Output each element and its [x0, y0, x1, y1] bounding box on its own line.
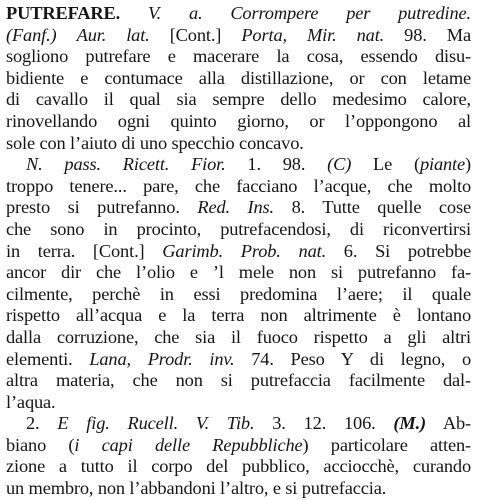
text-segment: ) — [465, 154, 472, 175]
text-segment — [202, 3, 230, 23]
text-segment: ) particolare atten- — [302, 434, 471, 455]
text-line — [0, 435, 477, 457]
text-segment: dalla corruzione, che sia il fuoco rispetto a gli altri — [6, 326, 471, 347]
text-segment: biano ( — [6, 434, 75, 455]
text-line — [0, 478, 477, 500]
text-line — [0, 219, 477, 241]
text-line — [0, 241, 477, 263]
text-segment: [Cont.] — [149, 24, 242, 45]
text-line — [0, 3, 477, 25]
text-segment: sole con l’aiuto di uno specchio concavo. — [6, 132, 304, 153]
text-segment: 6. Si potrebbe — [326, 240, 472, 261]
text-segment: Garimb. Prob. nat. — [162, 240, 327, 261]
text-line — [0, 370, 477, 392]
text-segment: (C) — [327, 154, 352, 175]
text-segment: rispetto all’acqua e la terra non altrimente è lontano — [6, 305, 471, 326]
text-segment: i capi delle Repubbliche — [74, 434, 303, 455]
text-segment: presto si putrefanno. — [6, 197, 198, 218]
text-segment: Corrompere per putredine. — [230, 3, 472, 23]
text-line — [0, 68, 477, 90]
text-segment: Ricett. Fior. — [122, 154, 226, 175]
text-line — [0, 305, 477, 327]
text-segment: cilmente, perchè in essi predomina l’aere; il quale — [6, 283, 471, 304]
text-line — [0, 349, 477, 371]
text-line — [0, 284, 477, 306]
text-line — [0, 456, 477, 478]
text-segment: E fig. — [57, 413, 110, 434]
text-segment: piante — [419, 154, 466, 175]
text-line — [0, 197, 477, 219]
text-segment: zione a tutto il corpo del pubblico, acciocchè, curando — [6, 456, 471, 477]
text-segment: Ab- — [426, 413, 471, 434]
text-segment: Lana, Prodr. inv. — [89, 348, 235, 369]
text-segment: Aur. lat. — [76, 24, 150, 45]
text-segment: 3. 12. 106. — [254, 413, 394, 434]
text-segment: 8. Tutte quelle cose — [274, 197, 471, 218]
text-line — [0, 46, 477, 68]
text-segment: N. pass. — [26, 154, 101, 175]
text-segment: che sono in procinto, putrefacendosi, di riconvertirsi — [6, 218, 471, 239]
text-line — [0, 133, 477, 155]
text-segment: (M.) — [393, 413, 427, 434]
text-segment: sogliono putrefare e macerare la cosa, essendo disu- — [6, 46, 471, 67]
text-segment: Rucell. V. Tib. — [127, 413, 255, 434]
text-segment: Le ( — [351, 154, 420, 175]
text-segment: (Fanf.) — [6, 24, 57, 45]
text-segment: Red. Ins. — [197, 197, 274, 218]
text-segment: l’aqua. — [6, 391, 56, 412]
text-line — [0, 392, 477, 414]
text-segment — [110, 413, 128, 433]
text-line — [0, 25, 477, 47]
text-line — [0, 327, 477, 349]
text-segment: troppo tenere... pare, che facciano l’acque, che molto — [6, 175, 471, 196]
text-line — [0, 111, 477, 133]
text-segment: 98. Ma — [384, 24, 471, 45]
text-segment: bidiente e contumace alla distillazione, or con letame — [6, 67, 471, 88]
text-segment: rinovellando ogni quinto giorno, or l’oppongono al — [6, 110, 471, 131]
text-segment — [120, 3, 148, 23]
text-line — [0, 89, 477, 111]
text-segment: Porta, Mir. nat. — [241, 24, 385, 45]
text-segment: un membro, non l’abbandoni l’altro, e si putrefaccia. — [6, 478, 387, 499]
text-segment: elementi. — [6, 348, 90, 369]
entry-text — [0, 3, 477, 500]
text-segment: 1. 98. — [225, 154, 328, 175]
text-segment: in terra. [Cont.] — [6, 240, 163, 261]
text-segment: 74. Peso Y di legno, o — [234, 348, 471, 369]
text-segment — [57, 25, 77, 45]
text-line — [0, 413, 477, 435]
text-line — [0, 262, 477, 284]
text-segment — [101, 154, 123, 174]
text-line — [0, 176, 477, 198]
text-segment: ancor dir che l’olio e ’l mele non si putrefanno fa- — [6, 262, 471, 283]
text-segment: altra materia, che non si putrefaccia facilmente dal- — [6, 370, 471, 391]
text-segment: V. a. — [147, 3, 203, 23]
text-segment: di cavallo il qual sia sempre dello medesimo calore, — [6, 89, 471, 110]
text-segment: 2. — [26, 413, 58, 434]
text-segment: PUTREFARE. — [6, 3, 121, 23]
text-line — [0, 154, 477, 176]
